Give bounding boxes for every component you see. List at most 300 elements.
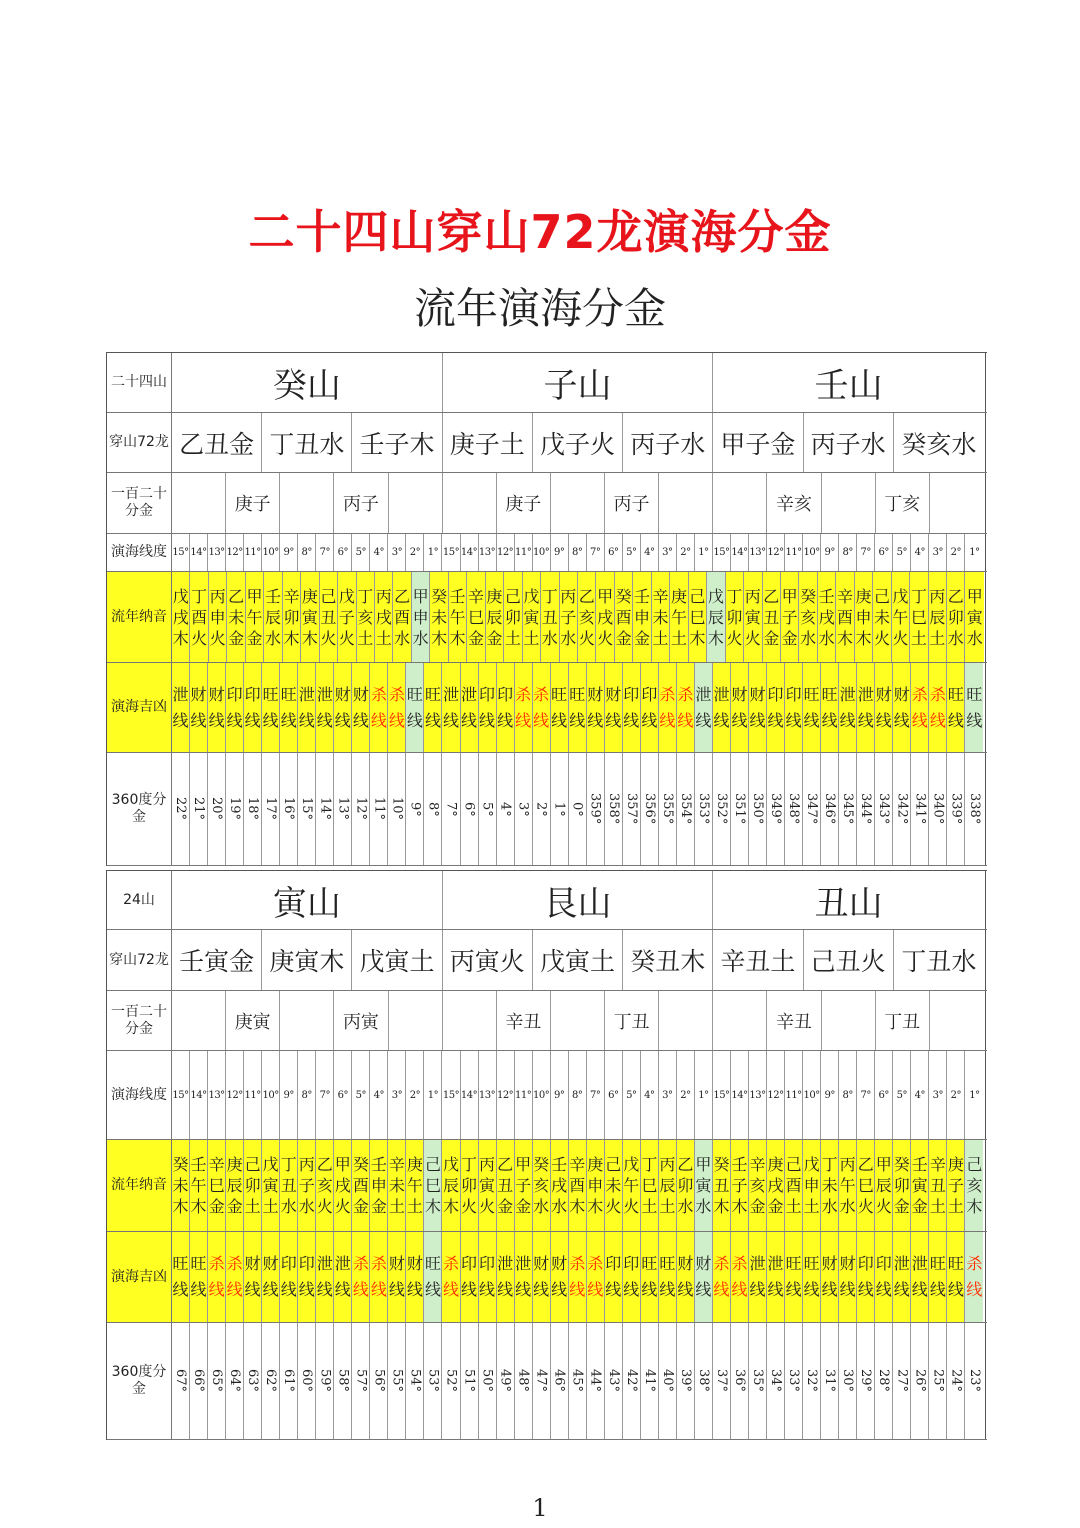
row-label-fenjin: 一百二十分金: [107, 991, 172, 1050]
nayin-char: 己: [244, 1155, 261, 1174]
nayin-char: 木: [855, 628, 872, 648]
nayin-char: 丙: [560, 586, 577, 606]
degree-cell: 5°: [893, 1051, 911, 1139]
table-block-1: [106, 352, 986, 866]
nayin-char: 土: [406, 1197, 423, 1216]
nayin-cell: [947, 1140, 965, 1231]
row-cells-jixiong: [172, 663, 987, 752]
nayin-cell: [449, 572, 467, 662]
nayin-char: 木: [689, 628, 706, 648]
nayin-char: 乙: [677, 1155, 694, 1174]
angle-cell: 359°: [587, 753, 605, 865]
degree-cell: 15°: [172, 534, 190, 571]
degree-cell: 7°: [587, 534, 605, 571]
jixiong-char: 线: [551, 710, 568, 730]
angle-cell: 27°: [893, 1323, 911, 1439]
jixiong-cell: [623, 1232, 641, 1322]
jixiong-cell: [406, 1232, 424, 1322]
jixiong-char: 印: [479, 1254, 496, 1273]
dragons-cell: 壬寅金: [172, 930, 262, 990]
jixiong-cell: [388, 1232, 406, 1322]
nayin-char: 丑: [280, 1176, 297, 1195]
row-label-jixiong: 演海吉凶: [107, 663, 172, 752]
jixiong-char: 旺: [785, 1254, 802, 1273]
nayin-char: 火: [875, 1197, 892, 1216]
angle-cell: 12°: [352, 753, 370, 865]
nayin-char: 寅: [523, 607, 540, 627]
jixiong-cell: [280, 1232, 298, 1322]
angle-cell: 46°: [551, 1323, 569, 1439]
jixiong-char: 财: [677, 1254, 694, 1273]
jixiong-char: 线: [893, 1280, 910, 1299]
nayin-char: 亥: [578, 607, 595, 627]
nayin-char: 辰: [875, 1176, 892, 1195]
nayin-char: 庚: [301, 586, 318, 606]
jixiong-char: 线: [172, 710, 189, 730]
jixiong-char: 线: [172, 1280, 189, 1299]
nayin-char: 戊: [707, 586, 724, 606]
fenjin-cell: [551, 991, 605, 1050]
row-mountain: [107, 352, 987, 413]
jixiong-char: 财: [731, 684, 748, 704]
jixiong-char: 泄: [334, 1254, 351, 1273]
nayin-cell: [695, 1140, 713, 1231]
nayin-cell: [357, 572, 375, 662]
nayin-char: 木: [731, 1197, 748, 1216]
nayin-char: 庚: [587, 1155, 604, 1174]
nayin-char: 己: [966, 1155, 983, 1174]
nayin-char: 癸: [800, 586, 817, 606]
jixiong-char: 泄: [298, 684, 315, 704]
nayin-cell: [803, 1140, 821, 1231]
jixiong-cell: [677, 663, 695, 752]
row-fenjin: [107, 991, 987, 1051]
jixiong-char: 线: [947, 710, 964, 730]
jixiong-cell: [515, 663, 533, 752]
nayin-char: 甲: [597, 586, 614, 606]
jixiong-char: 印: [785, 684, 802, 704]
jixiong-char: 印: [479, 684, 496, 704]
jixiong-char: 线: [713, 1280, 730, 1299]
nayin-char: 子: [731, 1176, 748, 1195]
jixiong-char: 线: [190, 1280, 207, 1299]
degree-cell: 5°: [352, 1051, 370, 1139]
angle-cell: 56°: [370, 1323, 388, 1439]
fenjin-cell: 丁亥: [876, 473, 930, 533]
nayin-char: 木: [442, 1197, 459, 1216]
nayin-char: 壬: [449, 586, 466, 606]
angle-cell: 4°: [497, 753, 515, 865]
nayin-char: 申: [587, 1176, 604, 1195]
nayin-char: 己: [424, 1155, 441, 1174]
jixiong-char: 线: [551, 1280, 568, 1299]
jixiong-char: 财: [551, 1254, 568, 1273]
jixiong-char: 线: [767, 710, 784, 730]
nayin-cell: [461, 1140, 479, 1231]
angle-cell: 33°: [785, 1323, 803, 1439]
mountain-cell: 癸山: [172, 353, 443, 412]
degree-cell: 8°: [839, 1051, 857, 1139]
fenjin-cell: [659, 991, 713, 1050]
angle-cell: 67°: [172, 1323, 190, 1439]
degree-cell: 4°: [641, 534, 659, 571]
jixiong-char: 泄: [713, 684, 730, 704]
jixiong-char: 线: [821, 710, 838, 730]
jixiong-char: 杀: [659, 684, 676, 704]
nayin-cell: [707, 572, 725, 662]
row-cells-jixiong: [172, 1232, 987, 1322]
nayin-char: 金: [486, 628, 503, 648]
nayin-char: 庚: [406, 1155, 423, 1174]
nayin-cell: [799, 572, 817, 662]
jixiong-cell: [479, 663, 497, 752]
degree-cell: 13°: [479, 534, 497, 571]
jixiong-cell: [803, 1232, 821, 1322]
fenjin-cell: [389, 991, 443, 1050]
nayin-char: 巳: [424, 1176, 441, 1195]
jixiong-cell: [893, 663, 911, 752]
nayin-char: 辰: [659, 1176, 676, 1195]
nayin-char: 巳: [857, 1176, 874, 1195]
nayin-cell: [442, 1140, 460, 1231]
fenjin-cell: 辛丑: [767, 991, 821, 1050]
jixiong-char: 线: [370, 1280, 387, 1299]
jixiong-char: 线: [659, 1280, 676, 1299]
degree-cell: 11°: [785, 534, 803, 571]
jixiong-char: 旺: [406, 684, 423, 704]
fenjin-cell: [659, 473, 713, 533]
jixiong-char: 线: [334, 710, 351, 730]
angle-cell: 38°: [695, 1323, 713, 1439]
jixiong-char: 线: [839, 710, 856, 730]
nayin-char: 巳: [208, 1176, 225, 1195]
row-cells-nayin: [172, 1140, 987, 1231]
jixiong-cell: [226, 1232, 244, 1322]
degree-cell: 15°: [442, 534, 460, 571]
jixiong-cell: [515, 1232, 533, 1322]
row-label-dragons: 穿山72龙: [107, 413, 172, 472]
angle-cell: 58°: [334, 1323, 352, 1439]
nayin-char: 戊: [338, 586, 355, 606]
nayin-char: 酉: [352, 1176, 369, 1195]
jixiong-char: 线: [875, 1280, 892, 1299]
angle-cell: 20°: [208, 753, 226, 865]
angle-cell: 31°: [821, 1323, 839, 1439]
row-label-degree: 演海线度: [107, 534, 172, 571]
jixiong-cell: [857, 1232, 875, 1322]
nayin-cell: [689, 572, 707, 662]
row-cells-dragons: [172, 413, 987, 472]
jixiong-char: 印: [280, 1254, 297, 1273]
fenjin-cell: [389, 473, 443, 533]
dragons-cell: 乙丑金: [172, 413, 262, 472]
nayin-char: 戊: [892, 586, 909, 606]
nayin-char: 子: [947, 1176, 964, 1195]
jixiong-char: 旺: [821, 684, 838, 704]
jixiong-char: 泄: [767, 1254, 784, 1273]
jixiong-cell: [424, 1232, 442, 1322]
row-label-nayin: 流年纳音: [107, 1140, 172, 1231]
nayin-char: 火: [623, 1197, 640, 1216]
degree-cell: 3°: [659, 534, 677, 571]
nayin-char: 巳: [689, 607, 706, 627]
nayin-cell: [246, 572, 264, 662]
nayin-cell: [486, 572, 504, 662]
nayin-cell: [172, 572, 190, 662]
nayin-cell: [857, 1140, 875, 1231]
jixiong-char: 线: [406, 1280, 423, 1299]
degree-cell: 7°: [857, 534, 875, 571]
nayin-char: 己: [605, 1155, 622, 1174]
nayin-char: 金: [370, 1197, 387, 1216]
nayin-char: 火: [338, 628, 355, 648]
dragons-cell: 丁丑水: [262, 413, 352, 472]
jixiong-char: 财: [334, 684, 351, 704]
nayin-cell: [929, 1140, 947, 1231]
nayin-char: 戌: [334, 1176, 351, 1195]
degree-cell: 6°: [605, 534, 623, 571]
angle-cell: 348°: [785, 753, 803, 865]
nayin-char: 丙: [479, 1155, 496, 1174]
nayin-char: 戊: [172, 586, 189, 606]
degree-cell: 1°: [424, 534, 442, 571]
nayin-char: 辰: [707, 607, 724, 627]
nayin-char: 乙: [228, 586, 245, 606]
angle-cell: 55°: [388, 1323, 406, 1439]
nayin-char: 辛: [208, 1155, 225, 1174]
nayin-char: 火: [857, 1197, 874, 1216]
nayin-char: 未: [821, 1176, 838, 1195]
jixiong-char: 线: [280, 1280, 297, 1299]
nayin-cell: [209, 572, 227, 662]
jixiong-char: 线: [677, 710, 694, 730]
nayin-char: 火: [892, 628, 909, 648]
angle-cell: 62°: [262, 1323, 280, 1439]
nayin-cell: [497, 1140, 515, 1231]
nayin-char: 戌: [172, 607, 189, 627]
angle-cell: 354°: [677, 753, 695, 865]
jixiong-char: 线: [857, 1280, 874, 1299]
row-label-degree: 演海线度: [107, 1051, 172, 1139]
fenjin-cell: 丙子: [605, 473, 659, 533]
dragons-cell: 癸亥水: [901, 429, 977, 459]
nayin-char: 丑: [497, 1176, 514, 1195]
row-label-mountain: 24山: [107, 871, 172, 929]
jixiong-char: 线: [533, 710, 550, 730]
jixiong-cell: [424, 663, 442, 752]
jixiong-char: 线: [497, 1280, 514, 1299]
jixiong-char: 杀: [370, 684, 387, 704]
row-angle: [107, 753, 987, 866]
jixiong-char: 印: [767, 684, 784, 704]
jixiong-char: 旺: [280, 684, 297, 704]
jixiong-char: 线: [316, 710, 333, 730]
jixiong-cell: [244, 663, 262, 752]
angle-cell: 51°: [461, 1323, 479, 1439]
nayin-char: 金: [246, 628, 263, 648]
degree-cell: 1°: [424, 1051, 442, 1139]
jixiong-cell: [947, 663, 965, 752]
nayin-char: 丑: [713, 1176, 730, 1195]
angle-cell: 40°: [659, 1323, 677, 1439]
degree-cell: 2°: [947, 1051, 965, 1139]
nayin-cell: [749, 1140, 767, 1231]
degree-cell: 9°: [551, 1051, 569, 1139]
nayin-char: 甲: [246, 586, 263, 606]
sub-title: 流年演海分金: [413, 284, 666, 333]
degree-cell: 13°: [749, 534, 767, 571]
nayin-char: 癸: [172, 1155, 189, 1174]
fenjin-cell: 丁丑: [605, 991, 659, 1050]
angle-cell: 353°: [695, 753, 713, 865]
degree-cell: 15°: [713, 534, 731, 571]
nayin-cell: [818, 572, 836, 662]
jixiong-char: 线: [641, 710, 658, 730]
jixiong-char: 旺: [659, 1254, 676, 1273]
degree-cell: 6°: [334, 534, 352, 571]
jixiong-cell: [244, 1232, 262, 1322]
jixiong-char: 旺: [929, 1254, 946, 1273]
angle-cell: 341°: [911, 753, 929, 865]
angle-cell: 340°: [929, 753, 947, 865]
nayin-cell: [677, 1140, 695, 1231]
row-angle: [107, 1323, 987, 1440]
degree-cell: 10°: [262, 1051, 280, 1139]
nayin-char: 寅: [301, 607, 318, 627]
nayin-char: 丙: [839, 1155, 856, 1174]
nayin-char: 木: [283, 628, 300, 648]
nayin-cell: [172, 1140, 190, 1231]
jixiong-char: 线: [821, 1280, 838, 1299]
nayin-char: 戌: [375, 607, 392, 627]
nayin-char: 亥: [357, 607, 374, 627]
angle-cell: 43°: [605, 1323, 623, 1439]
degree-cell: 11°: [515, 534, 533, 571]
fenjin-cell: [443, 991, 497, 1050]
angle-cell: 344°: [857, 753, 875, 865]
angle-cell: 0°: [569, 753, 587, 865]
nayin-cell: [910, 572, 928, 662]
nayin-char: 卯: [726, 607, 743, 627]
nayin-char: 木: [449, 628, 466, 648]
angle-cell: 9°: [406, 753, 424, 865]
nayin-char: 戌: [597, 607, 614, 627]
jixiong-char: 杀: [226, 1254, 243, 1273]
nayin-char: 甲: [515, 1155, 532, 1174]
row-label-mountain: 二十四山: [107, 353, 172, 412]
jixiong-char: 杀: [208, 1254, 225, 1273]
nayin-char: 木: [966, 1197, 983, 1216]
degree-cell: 14°: [461, 534, 479, 571]
jixiong-char: 杀: [966, 1254, 983, 1273]
degree-cell: 8°: [839, 534, 857, 571]
angle-cell: 338°: [966, 793, 982, 825]
jixiong-char: 旺: [803, 1254, 820, 1273]
jixiong-cell: [821, 1232, 839, 1322]
nayin-char: 火: [461, 1197, 478, 1216]
angle-cell: 59°: [316, 1323, 334, 1439]
dragons-cell: 癸丑木: [623, 930, 713, 990]
jixiong-cell: [929, 1232, 947, 1322]
nayin-char: 水: [947, 628, 964, 648]
nayin-char: 申: [634, 607, 651, 627]
nayin-char: 木: [569, 1197, 586, 1216]
degree-cell: 12°: [767, 534, 785, 571]
nayin-cell: [821, 1140, 839, 1231]
nayin-char: 土: [523, 628, 540, 648]
nayin-char: 卯: [947, 607, 964, 627]
nayin-char: 午: [839, 1176, 856, 1195]
nayin-char: 壬: [634, 586, 651, 606]
degree-cell: 13°: [479, 1051, 497, 1139]
nayin-cell: [320, 572, 338, 662]
degree-cell: 2°: [677, 534, 695, 571]
jixiong-cell: [875, 1232, 893, 1322]
degree-cell: 1°: [969, 1089, 980, 1101]
angle-cell: 53°: [424, 1323, 442, 1439]
jixiong-cell: [965, 1232, 983, 1322]
jixiong-cell: [605, 663, 623, 752]
nayin-char: 寅: [744, 607, 761, 627]
degree-cell: 1°: [695, 534, 713, 571]
nayin-cell: [875, 1140, 893, 1231]
jixiong-char: 泄: [749, 1254, 766, 1273]
nayin-char: 水: [800, 628, 817, 648]
nayin-char: 土: [375, 628, 392, 648]
angle-cell: 50°: [479, 1323, 497, 1439]
jixiong-char: 杀: [929, 684, 946, 704]
jixiong-char: 印: [623, 684, 640, 704]
degree-cell: 6°: [875, 534, 893, 571]
jixiong-char: 线: [713, 710, 730, 730]
nayin-char: 癸: [615, 586, 632, 606]
jixiong-char: 财: [605, 684, 622, 704]
nayin-char: 丁: [191, 586, 208, 606]
jixiong-char: 杀: [533, 684, 550, 704]
nayin-char: 未: [652, 607, 669, 627]
nayin-char: 木: [190, 1197, 207, 1216]
nayin-char: 午: [406, 1176, 423, 1195]
nayin-char: 己: [320, 586, 337, 606]
jixiong-char: 线: [839, 1280, 856, 1299]
nayin-char: 丙: [209, 586, 226, 606]
degree-cell: 8°: [298, 1051, 316, 1139]
nayin-char: 木: [713, 1197, 730, 1216]
degree-cell: 5°: [352, 534, 370, 571]
degree-cell: 13°: [749, 1051, 767, 1139]
jixiong-cell: [587, 1232, 605, 1322]
nayin-char: 庚: [947, 1155, 964, 1174]
angle-cell: 24°: [947, 1323, 965, 1439]
nayin-char: 未: [388, 1176, 405, 1195]
nayin-cell: [929, 572, 947, 662]
degree-cell: 9°: [551, 534, 569, 571]
row-cells-degree: [172, 1051, 987, 1139]
jixiong-char: 线: [208, 710, 225, 730]
nayin-cell: [965, 1140, 983, 1231]
nayin-char: 酉: [615, 607, 632, 627]
jixiong-cell: [641, 663, 659, 752]
nayin-char: 火: [744, 628, 761, 648]
nayin-cell: [892, 572, 910, 662]
row-degree: [107, 534, 987, 572]
nayin-char: 寅: [262, 1176, 279, 1195]
degree-cell: 13°: [208, 534, 226, 571]
jixiong-char: 线: [280, 710, 297, 730]
jixiong-char: 财: [388, 1254, 405, 1273]
jixiong-cell: [533, 663, 551, 752]
nayin-char: 癸: [533, 1155, 550, 1174]
